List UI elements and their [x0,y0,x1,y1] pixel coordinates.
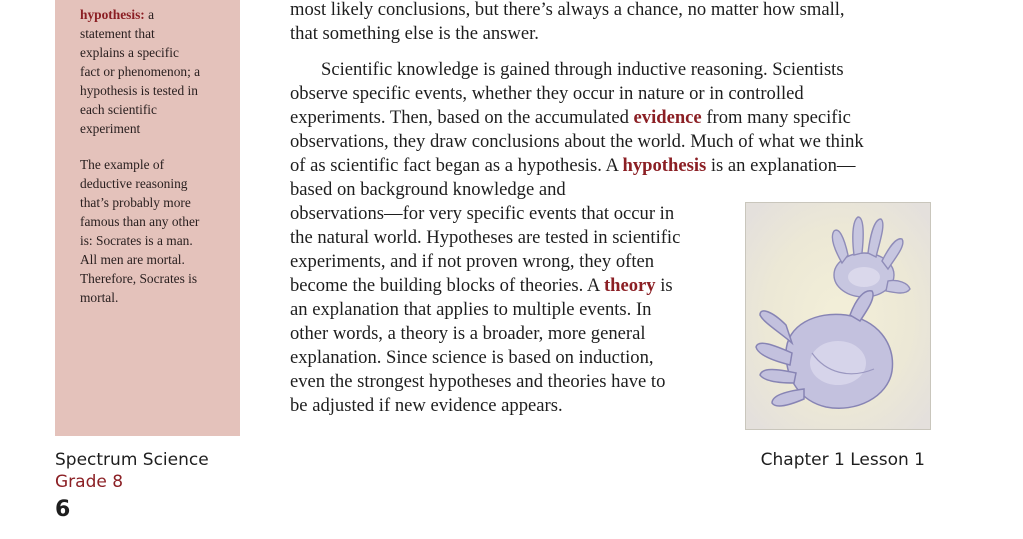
keyword-hypothesis: hypothesis [622,155,707,176]
body-line: observations—for very specific events that occur in [290,203,675,224]
example-line: The example of [80,157,165,172]
definition-line: each scientific [80,102,157,117]
example-line: mortal. [80,290,119,305]
body-line: be adjusted if new evidence appears. [290,395,563,416]
book-title: Spectrum Science [55,450,209,470]
body-line: based on background knowledge and [290,179,566,200]
body-line [290,154,940,178]
body-text: from many specific [701,107,851,128]
definition-line: hypothesis is tested in [80,83,198,98]
body-text: experiments. Then, based on the accumulated [290,107,634,128]
example-line: deductive reasoning [80,176,188,191]
body-text: of as scientific fact began as a hypothesis. A [290,155,623,176]
definition-line: experiment [80,121,141,136]
body-line: an explanation that applies to multiple events. In [290,299,652,320]
body-text: is [655,275,673,296]
body-line: observe specific events, whether they occur in nature or in controlled [290,83,804,104]
body-text: become the building blocks of theories. A [290,275,604,296]
body-paragraph-1 [290,0,940,46]
body-text: is an explanation— [706,155,856,176]
body-line: explanation. Since science is based on induction, [290,347,654,368]
body-line: experiments, and if not proven wrong, they often [290,251,655,272]
example-line: All men are mortal. [80,252,185,267]
footer-book-info [55,449,209,525]
body-line: the natural world. Hypotheses are tested in scientific [290,227,681,248]
body-line [290,106,940,130]
example-line: famous than any other [80,214,200,229]
body-line: other words, a theory is a broader, more general [290,323,646,344]
keyword-evidence: evidence [633,107,702,128]
definition-line: explains a specific [80,45,179,60]
definition-line: statement that [80,26,155,41]
handprints-illustration [745,202,931,430]
definition-line: a [144,7,155,22]
sidebar-example [80,155,230,307]
definition-line: fact or phenomenon; a [80,64,201,79]
body-line: Scientific knowledge is gained through inductive reasoning. Scientists [321,59,844,80]
example-line: that’s probably more [80,195,191,210]
sidebar-definition [80,5,230,138]
definition-term: hypothesis: [80,7,145,22]
body-line: most likely conclusions, but there’s always a chance, no matter how small, [290,0,845,20]
body-line: even the strongest hypotheses and theories have to [290,371,666,392]
body-line: observations, they draw conclusions about the world. Much of what we think [290,131,864,152]
example-line: is: Socrates is a man. [80,233,193,248]
example-line: Therefore, Socrates is [80,271,198,286]
chapter-label: Chapter 1 Lesson 1 [760,450,925,470]
grade-label: Grade 8 [55,472,124,492]
page-number: 6 [55,497,71,522]
keyword-theory: theory [603,275,656,296]
body-line: that something else is the answer. [290,23,539,44]
handprints-icon [746,203,931,430]
